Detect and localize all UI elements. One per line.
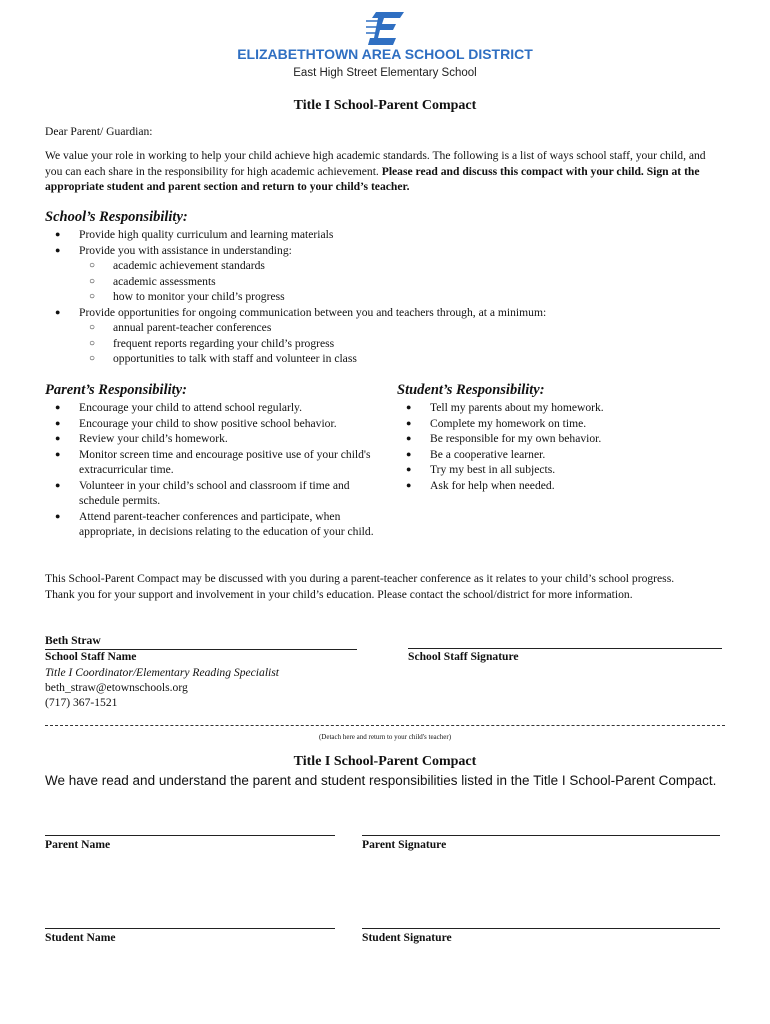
student-responsibility-heading: Student’s Responsibility: [397,382,545,398]
compact-title: Title I School-Parent Compact [293,98,477,113]
list-item: ○ annual parent-teacher conferences [45,320,725,336]
student-name-line[interactable] [45,928,335,929]
student-signature-label: Student Signature [362,931,452,944]
list-item: ● Provide opportunities for ongoing communication between you and teachers through, at a minimum: [45,305,725,321]
list-item: ● Try my best in all subjects. [396,462,736,478]
e-logo-icon [366,10,406,48]
staff-name: Beth Straw [45,633,357,650]
detach-note: (Detach here and return to your child's teacher) [318,733,452,741]
student-name-label: Student Name [45,931,116,944]
parent-name-line[interactable] [45,835,335,836]
staff-phone: (717) 367-1521 [45,696,118,709]
list-item: ○ how to monitor your child’s progress [45,289,725,305]
district-logo [366,10,406,48]
list-item: ● Volunteer in your child’s school and classroom if time and schedule permits. [45,478,385,509]
list-item: ● Review your child’s homework. [45,431,385,447]
list-item: ● Ask for help when needed. [396,478,736,494]
list-item: ○ academic assessments [45,274,725,290]
district-name: ELIZABETHTOWN AREA SCHOOL DISTRICT [237,46,533,62]
student-responsibility-list [396,400,736,493]
list-item: ● Provide high quality curriculum and learning materials [45,227,725,243]
staff-name-label: School Staff Name [45,650,137,663]
staff-email[interactable]: beth_straw@etownschools.org [45,681,188,694]
school-responsibility-list [45,227,725,367]
salutation: Dear Parent/ Guardian: [45,125,153,138]
parent-name-label: Parent Name [45,838,111,851]
detach-divider [45,725,725,726]
list-item: ● Be a cooperative learner. [396,447,736,463]
parent-signature-line[interactable] [362,835,720,836]
school-responsibility-heading: School’s Responsibility: [45,209,188,225]
parent-responsibility-heading: Parent’s Responsibility: [45,382,187,398]
list-item: ● Tell my parents about my homework. [396,400,736,416]
parent-signature-label: Parent Signature [362,838,447,851]
tear-off-title: Title I School-Parent Compact [293,754,477,769]
list-item: ● Encourage your child to show positive school behavior. [45,416,385,432]
list-item: ● Provide you with assistance in understanding: [45,243,725,259]
intro-instruction: Please read and discuss this compact with your child. Sign at the appropriate student and parent section and return to your child’s teacher. [45,164,700,193]
intro-paragraph [45,148,725,195]
list-item: ○ frequent reports regarding your child’s progress [45,336,725,352]
closing-paragraph: This School-Parent Compact may be discussed with you during a parent-teacher conference as it relates to your child’s school progress. Thank you for your support and involvement in your child’s education. Please contact the school/district for more information. [45,572,675,601]
tear-off-statement: We have read and understand the parent and student responsibilities listed in the Title I School-Parent Compact. [45,773,717,788]
school-name: East High Street Elementary School [293,67,477,79]
intro-text: We value your role in working to help your child achieve high academic standards. The following is a list of ways school staff, your child, and you can each share in the responsibility for high academic achievement. [45,149,706,178]
list-item: ● Attend parent-teacher conferences and participate, when appropriate, in decisions relating to the education of your child. [45,509,385,540]
student-signature-line[interactable] [362,928,720,929]
list-item: ○ academic achievement standards [45,258,725,274]
list-item: ● Encourage your child to attend school regularly. [45,400,385,416]
staff-role: Title I Coordinator/Elementary Reading Specialist [45,666,279,679]
list-item: ○ opportunities to talk with staff and volunteer in class [45,351,725,367]
parent-responsibility-list [45,400,385,540]
list-item: ● Monitor screen time and encourage positive use of your child's extracurricular time. [45,447,385,478]
list-item: ● Be responsible for my own behavior. [396,431,736,447]
staff-signature-label: School Staff Signature [408,650,519,663]
list-item: ● Complete my homework on time. [396,416,736,432]
